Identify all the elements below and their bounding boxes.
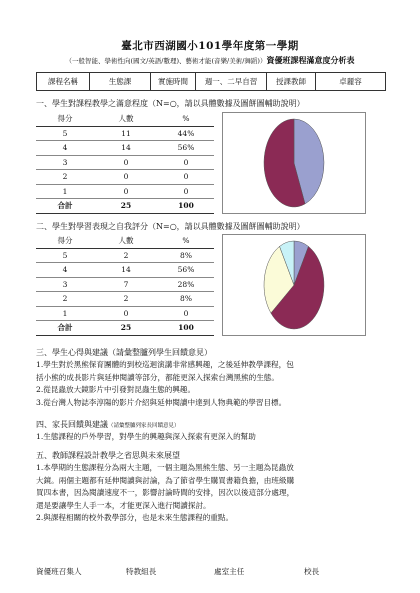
page-title: 臺北市西湖國小101學年度第一學期: [121, 40, 299, 52]
signature-convener: 資優班召集人: [36, 567, 82, 576]
table-cell: 合計: [36, 199, 94, 214]
section1-pie-chart: [222, 112, 366, 214]
table-cell: 7: [94, 277, 158, 292]
table-cell: 11: [94, 126, 158, 141]
course-info-row: [37, 73, 386, 91]
time-value: 週一、二早自習: [196, 73, 267, 91]
table-cell: 56%: [158, 263, 214, 278]
table-cell: 100: [158, 321, 214, 336]
section5-line: 還是要讓學生人手一本，才能更深入進行閱讀探討。: [36, 500, 211, 510]
table-cell: 0: [158, 170, 214, 185]
table-row: [36, 126, 214, 141]
table-row: [36, 170, 214, 185]
table-cell: 得分: [36, 234, 94, 248]
section3-line: 3.從台灣人物誌李淳陽的影片介紹與延伸閱讀中達到人物典範的學習目標。: [36, 397, 287, 407]
section5-body: [36, 462, 388, 525]
table-cell: 4: [36, 263, 94, 278]
table-cell: 2: [94, 248, 158, 263]
table-cell: 2: [94, 292, 158, 307]
table-cell: 56%: [158, 141, 214, 156]
table-cell: 0: [94, 155, 158, 170]
table-cell: 8%: [158, 248, 214, 263]
section4-heading: 四、家長回饋與建議: [36, 420, 108, 429]
signature-office-director: 處室主任: [214, 567, 245, 576]
table-total-row: [36, 199, 214, 214]
teacher-value: 卓麗容: [316, 73, 386, 91]
table-header-row: [36, 234, 214, 248]
section5-line: 1.本學期的生態課程分為兩大主題，一個主題為黑熊生態、另一主題為昆蟲放: [36, 463, 294, 472]
subtitle-categories: （一般智能、學術性向(國文/英語/數理)、藝術才能(音樂/美術/舞蹈)）: [65, 57, 267, 65]
table-cell: 人數: [94, 112, 158, 126]
table-cell: 5: [36, 126, 94, 141]
table-cell: 8%: [158, 292, 214, 307]
course-info-table: [36, 72, 386, 91]
section3-line: 1.學生對於黑熊保育團體的到校巡迴演講非常感興趣，之後延伸教學課程，包: [36, 360, 294, 369]
section1-heading: 一、學生對課程教學之滿意程度（N=○，請以具體數據及圖餅圖輔助說明）: [36, 99, 305, 108]
table-cell: 0: [158, 306, 214, 321]
table-row: [36, 277, 214, 292]
table-cell: 14: [94, 141, 158, 156]
section5-line: 買四本書，因為閱讀速度不一，影響討論時間的安排，因次以後這部分處理，: [36, 488, 295, 498]
table-cell: 14: [94, 263, 158, 278]
table-cell: 合計: [36, 321, 94, 336]
table-cell: 0: [94, 170, 158, 185]
table-cell: 28%: [158, 277, 214, 292]
table-cell: 1: [36, 184, 94, 199]
section4-heading-note: （請彙整臚列家長回饋意見）: [108, 423, 180, 429]
table-cell: 44%: [158, 126, 214, 141]
table-cell: 1: [36, 306, 94, 321]
table-row: [36, 306, 214, 321]
signature-special-ed-head: 特教組長: [126, 567, 157, 576]
section2-score-table: [36, 234, 214, 336]
section2-pie-chart: [222, 234, 366, 336]
table-cell: 得分: [36, 112, 94, 126]
signature-principal: 校長: [304, 567, 320, 576]
table-total-row: [36, 321, 214, 336]
table-cell: 0: [94, 184, 158, 199]
time-label: 實施時間: [151, 73, 196, 91]
table-row: [36, 263, 214, 278]
subtitle-form-name: 資優班課程滿意度分析表: [266, 55, 355, 65]
table-row: [36, 141, 214, 156]
section1-pie-svg: [223, 113, 365, 213]
course-name-value: 生態課: [90, 73, 151, 91]
table-cell: 0: [158, 184, 214, 199]
table-row: [36, 155, 214, 170]
table-cell: 0: [158, 155, 214, 170]
table-cell: 100: [158, 199, 214, 214]
section5-line: 2.與課程相關的校外教學部分，也是未來生態課程的重點。: [36, 513, 234, 523]
table-cell: 4: [36, 141, 94, 156]
table-cell: %: [158, 112, 214, 126]
table-cell: 2: [36, 292, 94, 307]
section3-line: 2.從昆蟲放大鏡影片中引發對昆蟲生態的興趣。: [36, 385, 196, 395]
table-cell: 3: [36, 155, 94, 170]
table-row: [36, 292, 214, 307]
section5-line: 大鏡。兩個主題都有延伸閱讀與討論，為了節省學生購買書籍負擔，由班級購: [36, 475, 295, 485]
section2-heading: 二、學生對學習表現之自我評分（N=○，請以具體數據及圖餅圖輔助說明）: [36, 222, 305, 231]
section3-line: 括小熊的成長影片與延伸閱讀等部分，都能更深入探索台灣黑熊的生態。: [36, 372, 279, 382]
section4-heading-row: [36, 419, 180, 430]
section2-pie-svg: [223, 235, 365, 335]
table-row: [36, 248, 214, 263]
section1-score-table: [36, 112, 214, 214]
section4-line: 1.生態課程的戶外學習，對學生的興趣與深入探索有更深入的幫助: [36, 432, 256, 441]
section3-body: [36, 359, 388, 409]
section4-body: [36, 431, 388, 444]
teacher-label: 授課教師: [267, 73, 316, 91]
table-cell: 5: [36, 248, 94, 263]
table-cell: 0: [94, 306, 158, 321]
table-cell: 人數: [94, 234, 158, 248]
table-cell: 25: [94, 321, 158, 336]
table-cell: 3: [36, 277, 94, 292]
section3-heading: 三、學生心得與建議（請彙整臚列學生回饋意見）: [36, 348, 212, 357]
table-row: [36, 184, 214, 199]
section5-heading: 五、教師課程設計教學之省思與未來展望: [36, 451, 180, 460]
table-cell: 2: [36, 170, 94, 185]
page-subtitle: [0, 55, 420, 66]
table-cell: 25: [94, 199, 158, 214]
table-cell: %: [158, 234, 214, 248]
table-header-row: [36, 112, 214, 126]
course-name-label: 課程名稱: [37, 73, 90, 91]
